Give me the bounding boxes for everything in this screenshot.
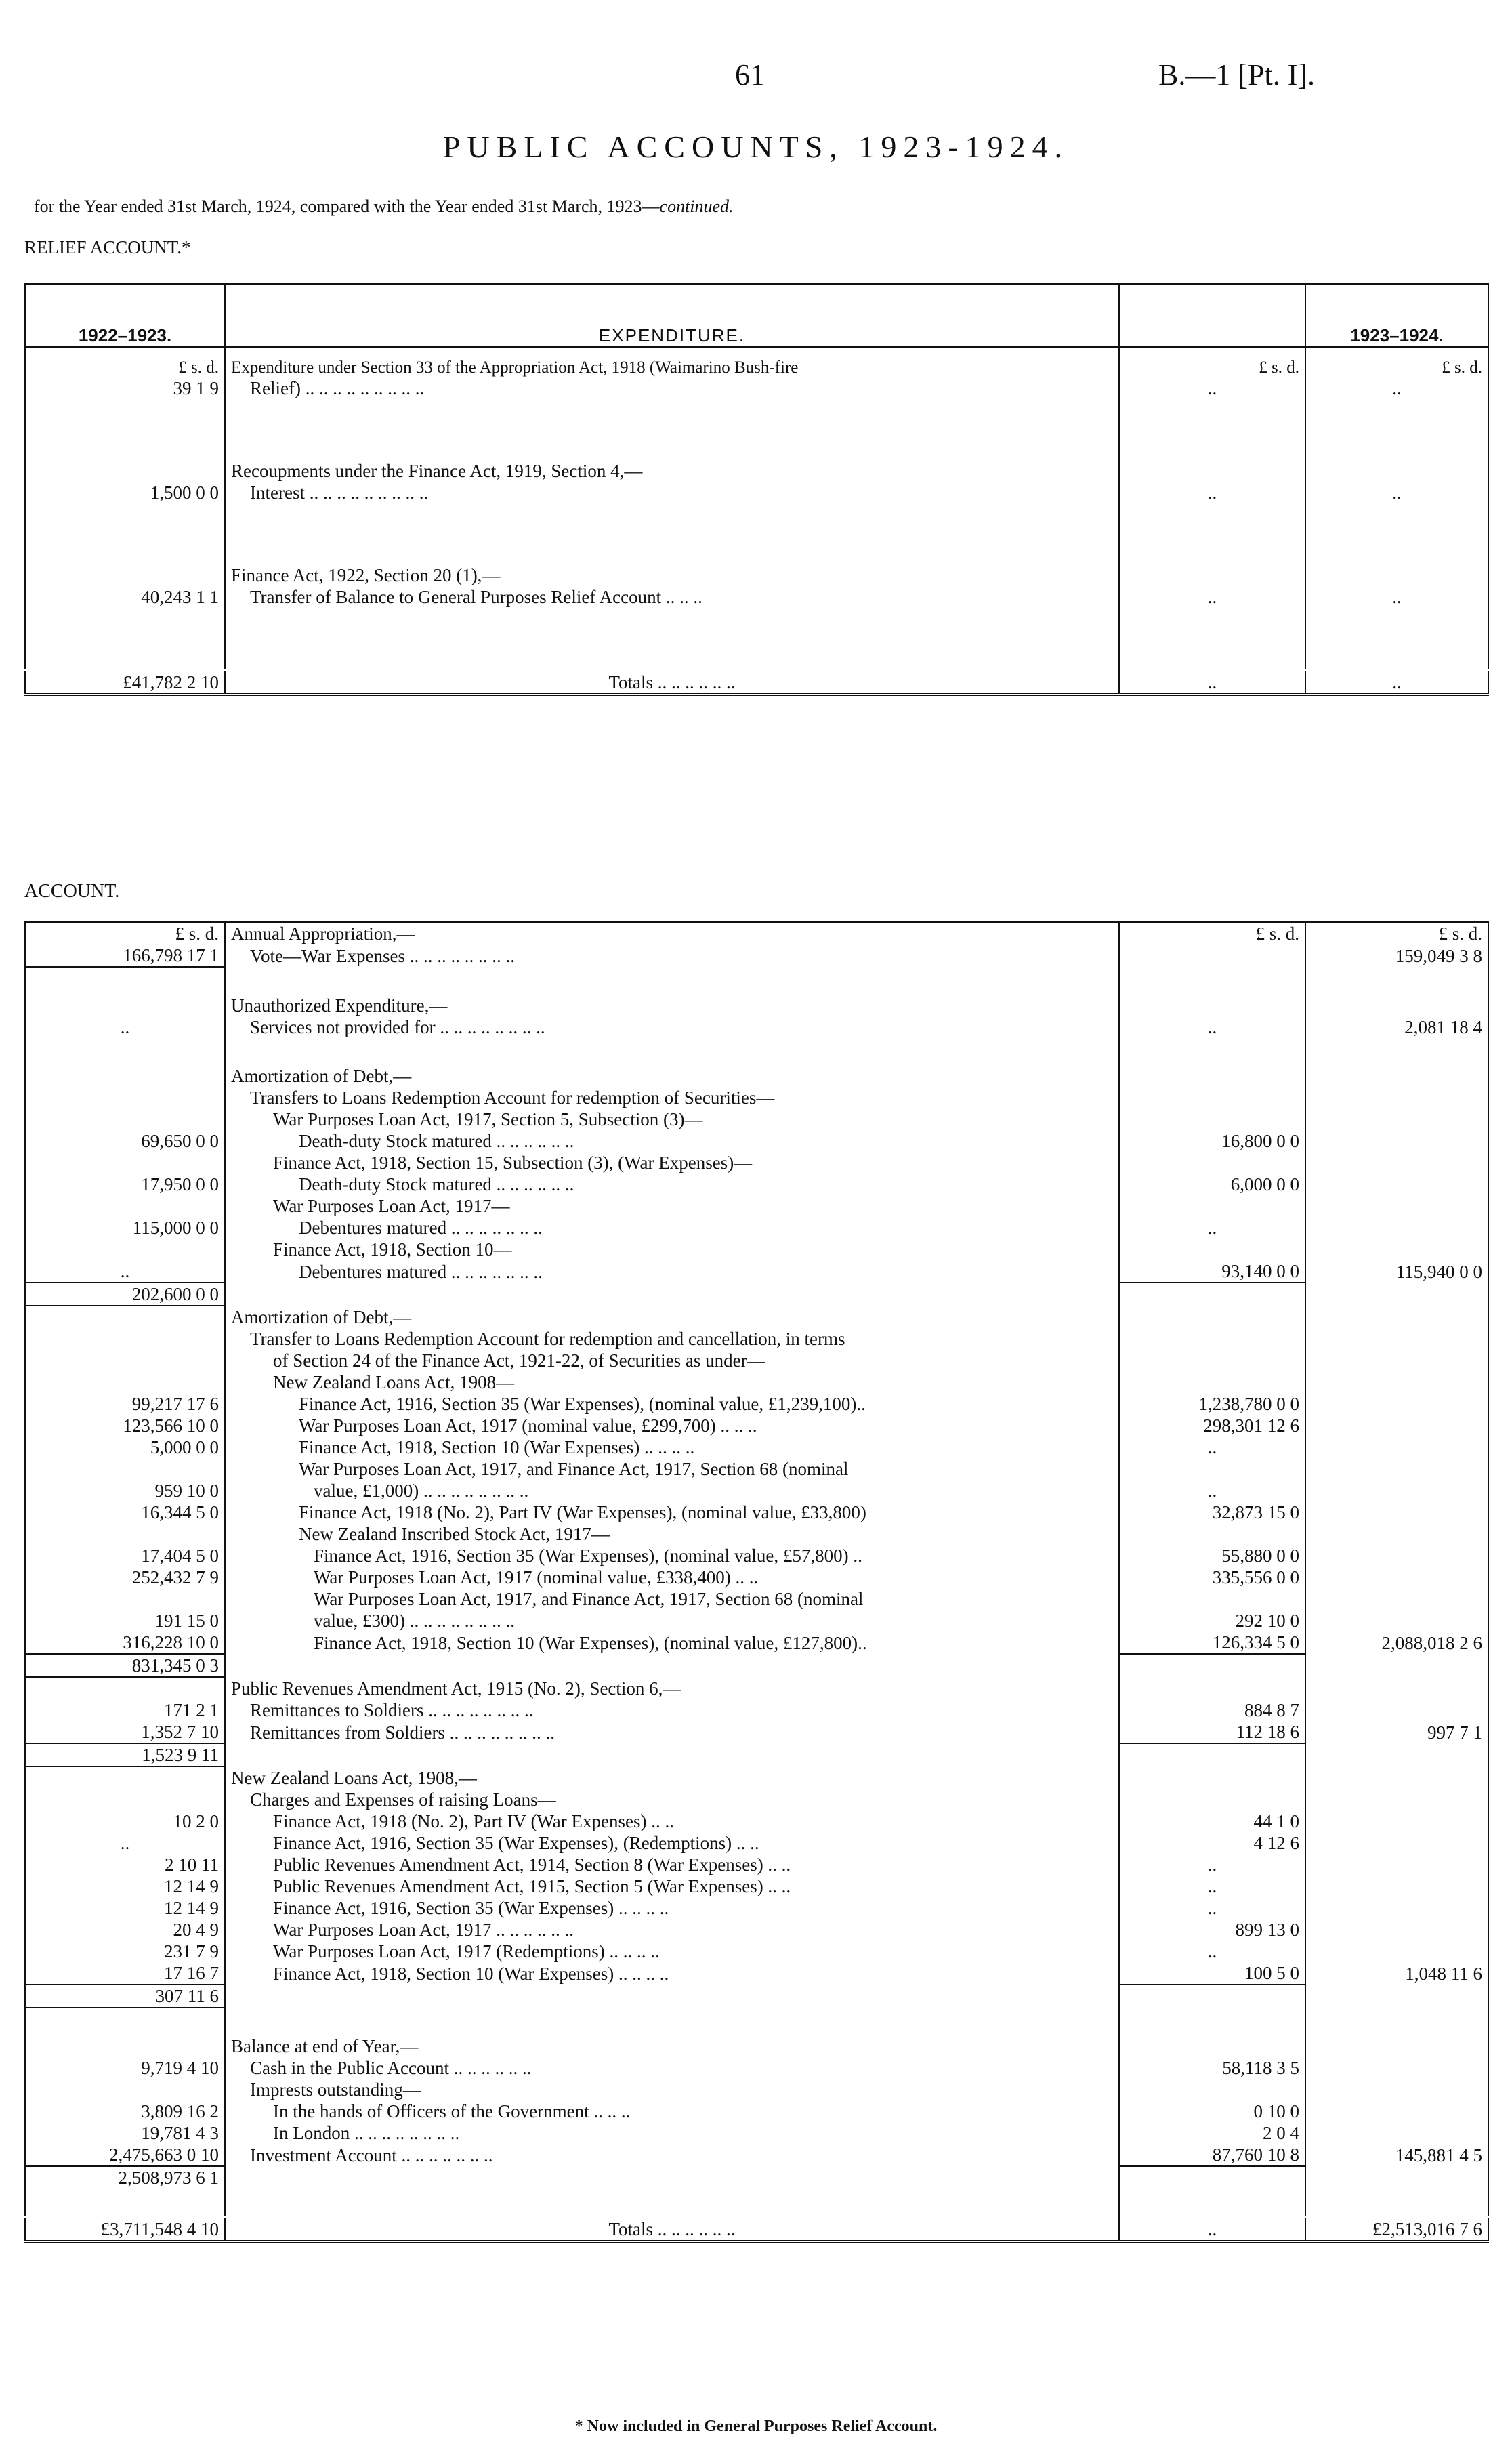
amount-prev: 9,719 4 10 xyxy=(25,2057,225,2079)
row-text: Public Revenues Amendment Act, 1914, Section 8 (War Expenses) .. .. xyxy=(273,1854,791,1875)
table-row xyxy=(25,1699,1488,1721)
table-row xyxy=(25,482,1488,503)
row-text: Debentures matured .. .. .. .. .. .. .. xyxy=(299,1218,543,1238)
total-prev: £3,711,548 4 10 xyxy=(25,2217,225,2241)
table-row xyxy=(25,1480,1488,1501)
row-text: War Purposes Loan Act, 1917 .. .. .. .. .. .. xyxy=(273,1920,574,1940)
table-row xyxy=(25,1217,1488,1239)
row-text: value, £1,000) .. .. .. .. .. .. .. .. xyxy=(314,1480,529,1501)
table-row xyxy=(25,1108,1488,1130)
total-inner: .. xyxy=(1119,670,1305,694)
amount-prev: .. xyxy=(25,1832,225,1854)
amount-inner: .. xyxy=(1119,1016,1305,1038)
row-text: Charges and Expenses of raising Loans— xyxy=(250,1789,556,1810)
amount-outer: .. xyxy=(1305,482,1488,503)
row-text: value, £300) .. .. .. .. .. .. .. .. xyxy=(314,1611,515,1631)
amount-inner: 6,000 0 0 xyxy=(1119,1174,1305,1195)
amount-prev: 115,000 0 0 xyxy=(25,1217,225,1239)
footnote: * Now included in General Purposes Relief Account. xyxy=(574,2418,938,2435)
table-row xyxy=(25,1854,1488,1875)
table-row xyxy=(25,1941,1488,1962)
subtotal-row xyxy=(25,1654,1488,1677)
row-text: Public Revenues Amendment Act, 1915, Section 5 (War Expenses) .. .. xyxy=(273,1876,791,1896)
unit-outer: £ s. d. xyxy=(1305,922,1488,945)
table-row xyxy=(25,586,1488,608)
relief-expenditure-table xyxy=(24,283,1489,696)
row-text: Transfer to Loans Redemption Account for redemption and cancellation, in terms xyxy=(250,1329,845,1349)
page-title: PUBLIC ACCOUNTS, 1923-1924. xyxy=(442,129,1070,164)
table-row xyxy=(25,460,1488,482)
amount-prev: 10 2 0 xyxy=(25,1810,225,1832)
table-row xyxy=(25,1174,1488,1195)
amount-prev: 123,566 10 0 xyxy=(25,1415,225,1436)
table-row xyxy=(25,1436,1488,1458)
row-text: Recoupments under the Finance Act, 1919, Section 4,— xyxy=(231,461,643,481)
unit-row xyxy=(25,347,1488,377)
page-number: 61 xyxy=(735,58,765,91)
amount-inner: .. xyxy=(1119,377,1305,399)
amount-prev: 16,344 5 0 xyxy=(25,1501,225,1523)
amount-inner: .. xyxy=(1119,1897,1305,1919)
col-header-prev-year: 1922–1923. xyxy=(25,285,225,348)
row-text: War Purposes Loan Act, 1917 (nominal value, £299,700) .. .. .. xyxy=(299,1415,757,1436)
row-text: Vote—War Expenses .. .. .. .. .. .. .. .. xyxy=(250,946,516,966)
totals-row xyxy=(25,670,1488,694)
amount-inner: 899 13 0 xyxy=(1119,1919,1305,1941)
amount-inner: 16,800 0 0 xyxy=(1119,1130,1305,1152)
table-row xyxy=(25,2144,1488,2166)
unit-prev: £ s. d. xyxy=(25,347,225,377)
table-row xyxy=(25,564,1488,586)
table-row xyxy=(25,1328,1488,1350)
row-text: War Purposes Loan Act, 1917 (Redemptions) .. .. .. .. xyxy=(273,1941,660,1962)
table-row xyxy=(25,1897,1488,1919)
table-row xyxy=(25,995,1488,1016)
amount-outer: 997 7 1 xyxy=(1305,1721,1488,1743)
unit-inner: £ s. d. xyxy=(1119,347,1305,377)
amount-prev: 959 10 0 xyxy=(25,1480,225,1501)
amount-prev: 231 7 9 xyxy=(25,1941,225,1962)
amount-inner: .. xyxy=(1119,1217,1305,1239)
table-row xyxy=(25,1501,1488,1523)
amount-inner: 4 12 6 xyxy=(1119,1832,1305,1854)
amount-prev: 1,352 7 10 xyxy=(25,1721,225,1743)
row-text: Annual Appropriation,— xyxy=(231,924,415,944)
table-row xyxy=(25,1545,1488,1567)
subtotal-row xyxy=(25,1985,1488,2008)
row-text: Finance Act, 1918, Section 10 (War Expenses) .. .. .. .. xyxy=(299,1437,695,1457)
row-text: Cash in the Public Account .. .. .. .. .. .. xyxy=(250,2058,532,2078)
table-row xyxy=(25,1610,1488,1632)
amount-outer: 2,088,018 2 6 xyxy=(1305,1632,1488,1654)
subtotal-prev: 2,508,973 6 1 xyxy=(25,2166,225,2188)
totals-label: Totals .. .. .. .. .. .. xyxy=(608,2219,736,2239)
amount-prev: 19,781 4 3 xyxy=(25,2122,225,2144)
subtitle-continued: continued. xyxy=(659,196,734,216)
total-inner: .. xyxy=(1119,2217,1305,2241)
table-row xyxy=(25,2079,1488,2100)
amount-inner: 292 10 0 xyxy=(1119,1610,1305,1632)
table-row xyxy=(25,1919,1488,1941)
amount-prev: .. xyxy=(25,1260,225,1283)
amount-inner: 335,556 0 0 xyxy=(1119,1567,1305,1588)
table-row xyxy=(25,1371,1488,1393)
col-header-expenditure: EXPENDITURE. xyxy=(225,285,1119,348)
amount-outer: 115,940 0 0 xyxy=(1305,1260,1488,1283)
amount-prev: 316,228 10 0 xyxy=(25,1632,225,1654)
table-row xyxy=(25,1350,1488,1371)
amount-prev: 69,650 0 0 xyxy=(25,1130,225,1152)
amount-inner: .. xyxy=(1119,1854,1305,1875)
amount-inner: .. xyxy=(1119,482,1305,503)
row-text: Public Revenues Amendment Act, 1915 (No. 2), Section 6,— xyxy=(231,1678,681,1699)
amount-inner: .. xyxy=(1119,1436,1305,1458)
subtotal-row xyxy=(25,2166,1488,2188)
subtotal-prev: 202,600 0 0 xyxy=(25,1283,225,1306)
amount-inner: 58,118 3 5 xyxy=(1119,2057,1305,2079)
subtotal-row xyxy=(25,1743,1488,1766)
row-text: Investment Account .. .. .. .. .. .. .. xyxy=(250,2145,493,2165)
amount-inner: 2 0 4 xyxy=(1119,2122,1305,2144)
row-text: Death-duty Stock matured .. .. .. .. .. .. xyxy=(299,1174,574,1195)
row-text: Finance Act, 1918 (No. 2), Part IV (War Expenses) .. .. xyxy=(273,1811,674,1831)
row-text: Amortization of Debt,— xyxy=(231,1066,412,1086)
account-table xyxy=(24,921,1489,2243)
amount-prev: 1,500 0 0 xyxy=(25,482,225,503)
row-text: War Purposes Loan Act, 1917, and Finance Act, 1917, Section 68 (nominal xyxy=(299,1459,849,1479)
row-text: of Section 24 of the Finance Act, 1921-22, of Securities as under— xyxy=(273,1350,765,1371)
amount-prev: 20 4 9 xyxy=(25,1919,225,1941)
amount-prev: .. xyxy=(25,1016,225,1038)
row-text: Imprests outstanding— xyxy=(250,2079,421,2100)
amount-prev: 12 14 9 xyxy=(25,1875,225,1897)
row-text: Finance Act, 1922, Section 20 (1),— xyxy=(231,565,501,585)
row-text: War Purposes Loan Act, 1917, Section 5, Subsection (3)— xyxy=(273,1109,703,1129)
table-row xyxy=(25,922,1488,945)
table-row xyxy=(25,1832,1488,1854)
row-text: New Zealand Loans Act, 1908,— xyxy=(231,1768,477,1788)
row-text: Finance Act, 1918, Section 10 (War Expenses), (nominal value, £127,800).. xyxy=(314,1633,867,1653)
unit-outer: £ s. d. xyxy=(1305,347,1488,377)
row-text: Remittances to Soldiers .. .. .. .. .. .. .. .. xyxy=(250,1700,534,1720)
row-text: New Zealand Loans Act, 1908— xyxy=(273,1372,515,1392)
subtitle-main: for the Year ended 31st March, 1924, compared with the Year ended 31st March, 1923— xyxy=(34,196,660,216)
amount-prev: 2,475,663 0 10 xyxy=(25,2144,225,2166)
amount-inner: 112 18 6 xyxy=(1119,1721,1305,1743)
amount-inner: 126,334 5 0 xyxy=(1119,1632,1305,1654)
amount-outer: .. xyxy=(1305,586,1488,608)
document-reference: B.—1 [Pt. I]. xyxy=(1158,58,1315,91)
table-row xyxy=(25,945,1488,967)
total-prev: £41,782 2 10 xyxy=(25,670,225,694)
amount-prev: 252,432 7 9 xyxy=(25,1567,225,1588)
amount-outer: 2,081 18 4 xyxy=(1305,1016,1488,1038)
section-label-relief: RELIEF ACCOUNT.* xyxy=(24,237,191,257)
row-text: Amortization of Debt,— xyxy=(231,1307,412,1327)
table-row xyxy=(25,1195,1488,1217)
table-row xyxy=(25,1239,1488,1260)
amount-inner: .. xyxy=(1119,1875,1305,1897)
amount-prev: 12 14 9 xyxy=(25,1897,225,1919)
row-text: Expenditure under Section 33 of the Appropriation Act, 1918 (Waimarino Bush-fire xyxy=(231,358,799,377)
table-header-row xyxy=(25,285,1488,348)
totals-label: Totals .. .. .. .. .. .. xyxy=(608,672,736,692)
row-text: Transfers to Loans Redemption Account for redemption of Securities— xyxy=(250,1087,775,1108)
table-row xyxy=(25,1393,1488,1415)
amount-inner: 87,760 10 8 xyxy=(1119,2144,1305,2166)
table-row xyxy=(25,1810,1488,1832)
table-row xyxy=(25,1766,1488,1789)
table-row xyxy=(25,1875,1488,1897)
amount-prev: 17,404 5 0 xyxy=(25,1545,225,1567)
row-text: Remittances from Soldiers .. .. .. .. .. .. .. .. xyxy=(250,1722,555,1743)
table-row xyxy=(25,1016,1488,1038)
table-row xyxy=(25,1567,1488,1588)
amount-inner: .. xyxy=(1119,1480,1305,1501)
col-header-spacer xyxy=(1119,285,1305,348)
table-row xyxy=(25,1523,1488,1545)
amount-outer: 1,048 11 6 xyxy=(1305,1962,1488,1985)
unit-inner: £ s. d. xyxy=(1119,922,1305,945)
row-text: Finance Act, 1916, Section 35 (War Expenses), (nominal value, £57,800) .. xyxy=(314,1545,862,1566)
totals-row xyxy=(25,2217,1488,2241)
table-row xyxy=(25,1677,1488,1699)
row-text: Finance Act, 1918, Section 15, Subsection (3), (War Expenses)— xyxy=(273,1153,753,1173)
table-row xyxy=(25,1458,1488,1480)
amount-inner: 298,301 12 6 xyxy=(1119,1415,1305,1436)
row-text: War Purposes Loan Act, 1917 (nominal value, £338,400) .. .. xyxy=(314,1567,759,1588)
amount-inner: 93,140 0 0 xyxy=(1119,1260,1305,1283)
row-text: Finance Act, 1916, Section 35 (War Expenses), (Redemptions) .. .. xyxy=(273,1833,759,1853)
table-row xyxy=(25,1721,1488,1743)
amount-outer: 159,049 3 8 xyxy=(1305,945,1488,967)
amount-inner: .. xyxy=(1119,1941,1305,1962)
row-text: Finance Act, 1918, Section 10 (War Expenses) .. .. .. .. xyxy=(273,1964,669,1984)
amount-inner: 0 10 0 xyxy=(1119,2100,1305,2122)
amount-inner: 55,880 0 0 xyxy=(1119,1545,1305,1567)
amount-prev: 191 15 0 xyxy=(25,1610,225,1632)
amount-inner: 100 5 0 xyxy=(1119,1962,1305,1985)
row-text: War Purposes Loan Act, 1917, and Finance Act, 1917, Section 68 (nominal xyxy=(314,1589,864,1609)
row-text: Finance Act, 1918 (No. 2), Part IV (War Expenses), (nominal value, £33,800) xyxy=(299,1502,866,1522)
row-text: Finance Act, 1918, Section 10— xyxy=(273,1239,512,1260)
amount-inner: .. xyxy=(1119,586,1305,608)
row-text: Death-duty Stock matured .. .. .. .. .. .. xyxy=(299,1131,574,1151)
table-row xyxy=(25,2035,1488,2057)
table-row xyxy=(25,1260,1488,1283)
unit-prev: £ s. d. xyxy=(25,922,225,945)
table-row xyxy=(25,2122,1488,2144)
table-row xyxy=(25,1632,1488,1654)
table-row xyxy=(25,1065,1488,1087)
row-text: New Zealand Inscribed Stock Act, 1917— xyxy=(299,1524,610,1544)
total-outer: £2,513,016 7 6 xyxy=(1305,2217,1488,2241)
row-text: In the hands of Officers of the Government .. .. .. xyxy=(273,2101,631,2121)
amount-prev: 17 16 7 xyxy=(25,1962,225,1985)
row-text: Interest .. .. .. .. .. .. .. .. .. xyxy=(250,482,429,503)
row-text: War Purposes Loan Act, 1917— xyxy=(273,1196,510,1216)
amount-prev: 3,809 16 2 xyxy=(25,2100,225,2122)
amount-prev: 17,950 0 0 xyxy=(25,1174,225,1195)
table-row xyxy=(25,1789,1488,1810)
amount-prev: 2 10 11 xyxy=(25,1854,225,1875)
row-text: Balance at end of Year,— xyxy=(231,2036,419,2056)
amount-inner: 1,238,780 0 0 xyxy=(1119,1393,1305,1415)
amount-inner: 32,873 15 0 xyxy=(1119,1501,1305,1523)
amount-prev: 40,243 1 1 xyxy=(25,586,225,608)
table-row xyxy=(25,2057,1488,2079)
subtotal-prev: 307 11 6 xyxy=(25,1985,225,2008)
row-text: In London .. .. .. .. .. .. .. .. xyxy=(273,2123,460,2143)
subtotal-prev: 1,523 9 11 xyxy=(25,1743,225,1766)
row-text: Unauthorized Expenditure,— xyxy=(231,995,448,1016)
table-row xyxy=(25,1588,1488,1610)
table-row xyxy=(25,2100,1488,2122)
amount-outer: .. xyxy=(1305,377,1488,399)
amount-prev: 166,798 17 1 xyxy=(25,945,225,967)
table-row xyxy=(25,1152,1488,1174)
row-text: Finance Act, 1916, Section 35 (War Expenses), (nominal value, £1,239,100).. xyxy=(299,1394,866,1414)
subtotal-prev: 831,345 0 3 xyxy=(25,1654,225,1677)
amount-inner: 884 8 7 xyxy=(1119,1699,1305,1721)
row-text: Services not provided for .. .. .. .. .. .. .. .. xyxy=(250,1017,545,1037)
amount-prev: 5,000 0 0 xyxy=(25,1436,225,1458)
table-row xyxy=(25,1415,1488,1436)
row-text: Relief) .. .. .. .. .. .. .. .. .. xyxy=(250,378,425,398)
amount-prev: 39 1 9 xyxy=(25,377,225,399)
subtotal-row xyxy=(25,1283,1488,1306)
amount-prev: 99,217 17 6 xyxy=(25,1393,225,1415)
amount-outer: 145,881 4 5 xyxy=(1305,2144,1488,2166)
amount-prev: 171 2 1 xyxy=(25,1699,225,1721)
table-row xyxy=(25,1087,1488,1108)
row-text: Finance Act, 1916, Section 35 (War Expenses) .. .. .. .. xyxy=(273,1898,669,1918)
col-header-curr-year: 1923–1924. xyxy=(1305,285,1488,348)
table-row xyxy=(25,1306,1488,1328)
page-subtitle xyxy=(34,196,734,217)
table-row xyxy=(25,1962,1488,1985)
row-text: Debentures matured .. .. .. .. .. .. .. xyxy=(299,1262,543,1282)
table-row xyxy=(25,377,1488,399)
amount-inner: 44 1 0 xyxy=(1119,1810,1305,1832)
section-label-account: ACCOUNT. xyxy=(24,881,120,902)
row-text: Transfer of Balance to General Purposes Relief Account .. .. .. xyxy=(250,587,702,607)
table-row xyxy=(25,1130,1488,1152)
total-outer: .. xyxy=(1305,670,1488,694)
